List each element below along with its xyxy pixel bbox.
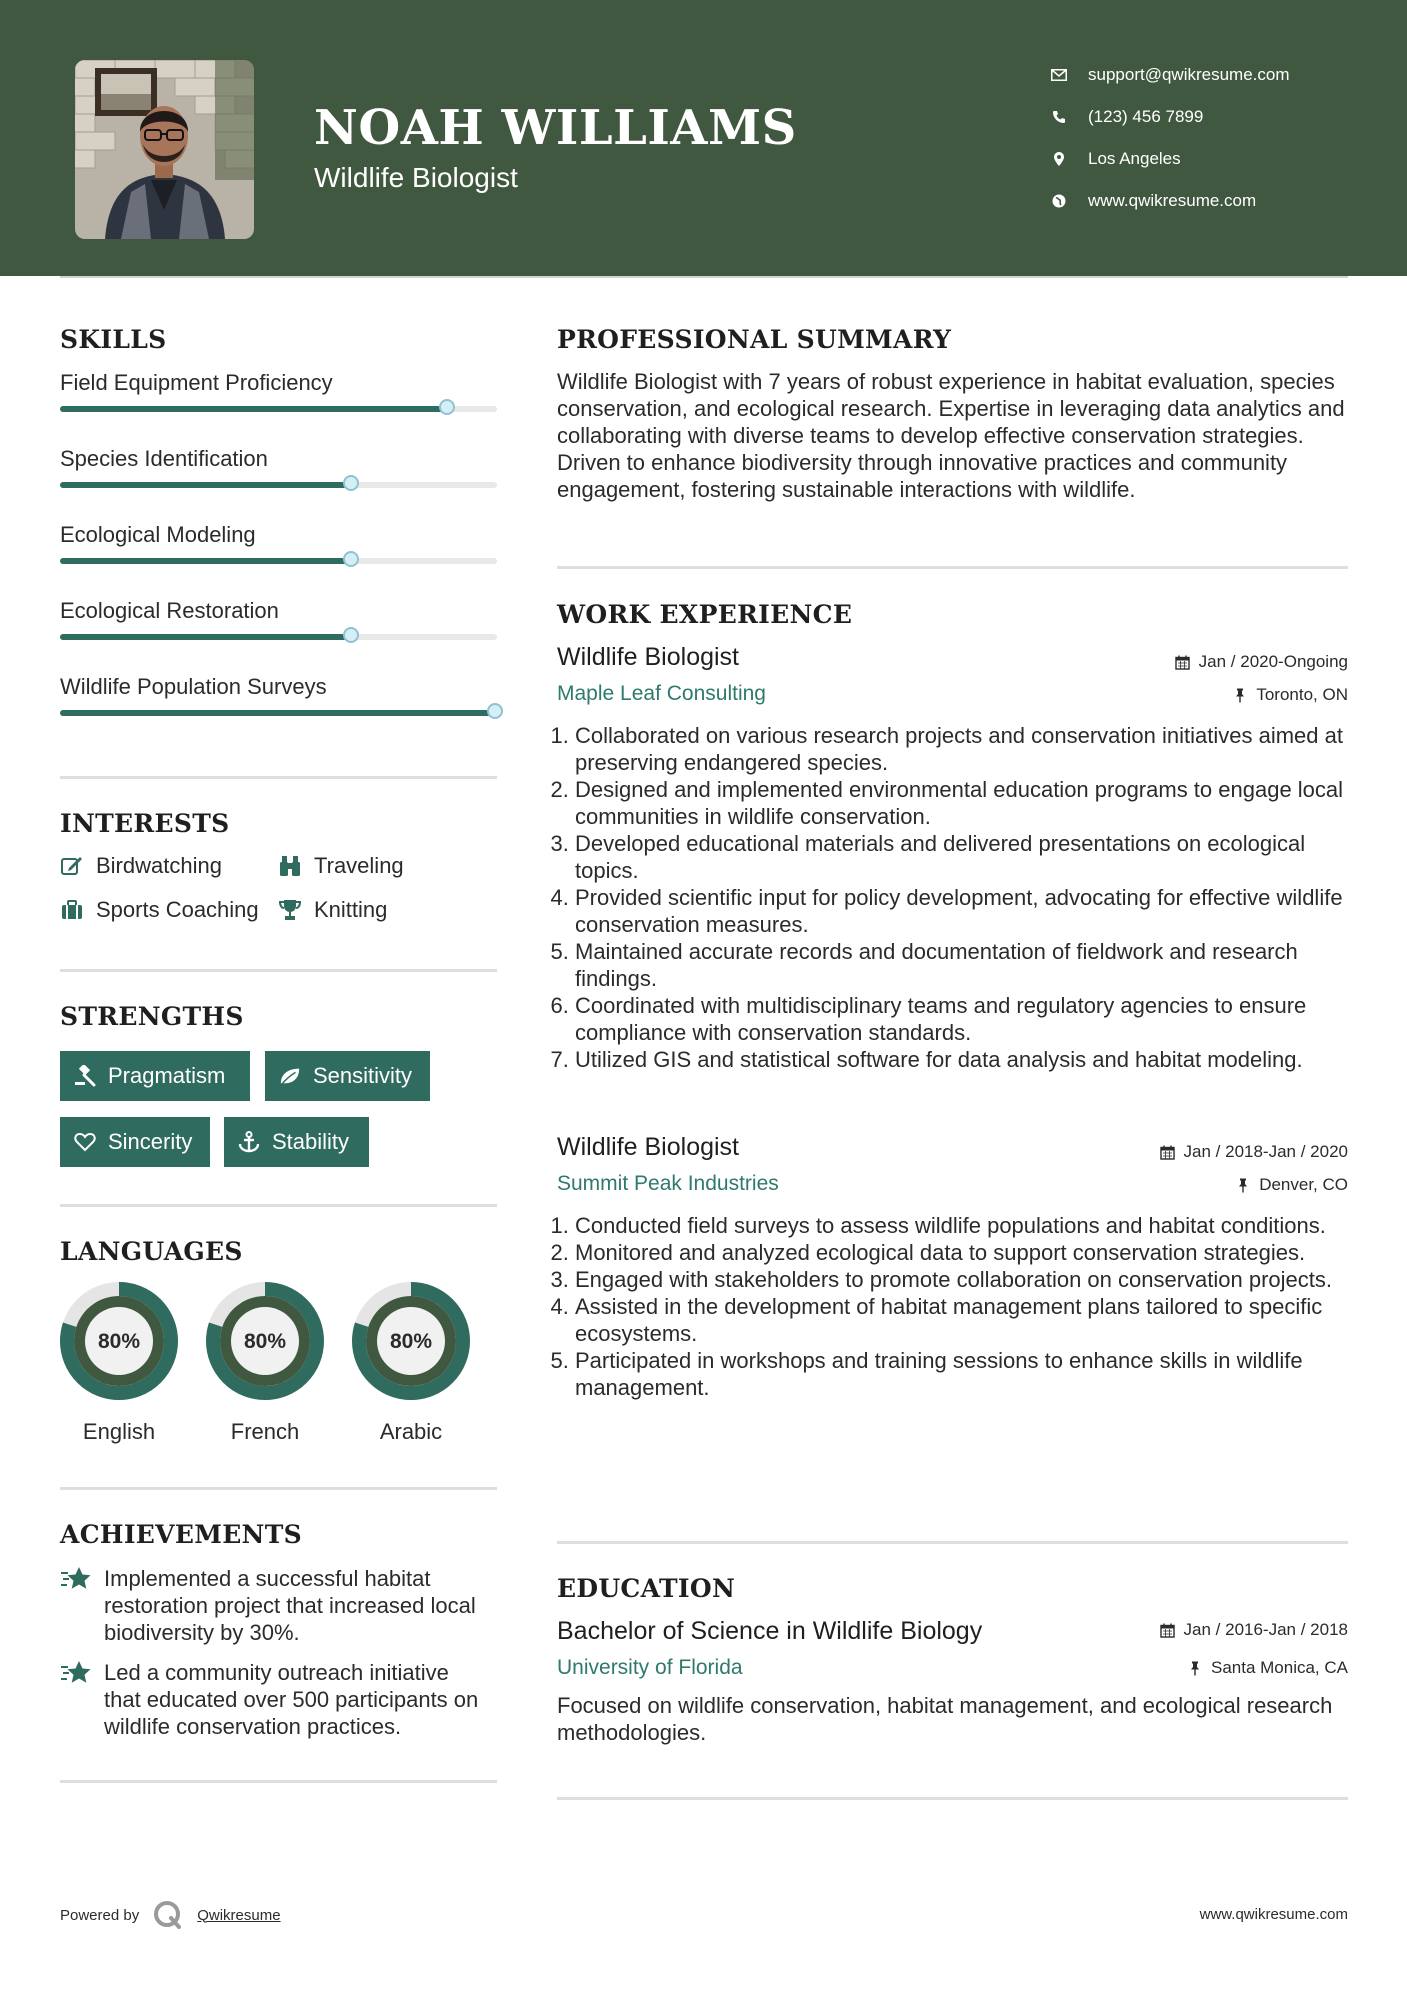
- interest-item: [60, 897, 259, 923]
- contact-location: [1050, 138, 1380, 180]
- skill-name: Wildlife Population Surveys: [60, 674, 327, 699]
- section-divider: [60, 1204, 497, 1207]
- skill-bar-track: [60, 482, 497, 488]
- calendar-icon: [1160, 1144, 1176, 1160]
- language-ring: [351, 1281, 471, 1401]
- job-bullet: 6. Coordinated with multidisciplinary teams and regulatory agencies to ensure compliance with conservation standards.: [575, 992, 1347, 1046]
- skill-item: [60, 446, 500, 472]
- calendar-icon: [1175, 654, 1191, 670]
- education-dates-text: Jan / 2016-Jan / 2018: [1183, 1620, 1348, 1639]
- globe-icon: [1050, 192, 1068, 210]
- interests-heading: INTERESTS: [60, 809, 230, 838]
- language-name: Arabic: [379, 1419, 443, 1444]
- job-bullet: 1. Collaborated on various research projects and conservation initiatives aimed at preserving endangered species.: [575, 722, 1347, 776]
- phone-icon: [1050, 108, 1068, 126]
- job-bullets: [557, 722, 1347, 1073]
- education-dates: [1160, 1620, 1348, 1640]
- qwikresume-link[interactable]: Qwikresume: [197, 1906, 281, 1924]
- summary-text: Wildlife Biologist with 7 years of robust experience in habitat evaluation, species conservation, and ecological research. Expertise in leveraging data analytics and collaborating with diverse teams to develop effective conservation strategies. Driven to enhance biodiversity through innovative practices and community engagement, fostering sustainable interactions with wildlife.: [557, 369, 1345, 502]
- contact-website[interactable]: [1050, 180, 1380, 222]
- skill-bar-knob: [487, 703, 503, 719]
- strength-tag: [224, 1117, 369, 1167]
- skill-bar-knob: [343, 627, 359, 643]
- job-location-text: Toronto, ON: [1256, 685, 1348, 704]
- pin-icon: [1187, 1660, 1203, 1676]
- achievements-heading: ACHIEVEMENTS: [60, 1520, 302, 1549]
- pin-icon: [1235, 1177, 1251, 1193]
- skill-name: Species Identification: [60, 446, 268, 471]
- job-dates-text: Jan / 2020-Ongoing: [1198, 652, 1348, 671]
- skill-item: [60, 598, 500, 624]
- section-divider: [60, 1780, 497, 1783]
- skill-bar-knob: [439, 399, 455, 415]
- strength-label: Sincerity: [108, 1129, 193, 1154]
- education-degree: Bachelor of Science in Wildlife Biology: [557, 1617, 983, 1645]
- strength-tag: [265, 1051, 430, 1101]
- contact-email-text: support@qwikresume.com: [1088, 65, 1290, 84]
- header-divider: [60, 276, 1348, 278]
- interest-label: Sports Coaching: [96, 897, 259, 922]
- job-company: Maple Leaf Consulting: [557, 682, 766, 705]
- language-name: French: [230, 1419, 300, 1444]
- location-pin-icon: [1050, 150, 1068, 168]
- trophy-icon: [278, 898, 302, 922]
- calendar-icon: [1160, 1622, 1176, 1638]
- gavel-icon: [74, 1065, 96, 1087]
- summary-heading: PROFESSIONAL SUMMARY: [557, 325, 952, 354]
- heart-icon: [74, 1131, 96, 1153]
- language-item: [351, 1281, 471, 1445]
- footer-website-link[interactable]: www.qwikresume.com: [1199, 1906, 1348, 1923]
- job-dates: [1160, 1142, 1348, 1162]
- candidate-name: NOAH WILLIAMS: [314, 100, 797, 156]
- skill-bar-fill: [60, 558, 353, 564]
- star-icon: [60, 1659, 92, 1687]
- strength-label: Sensitivity: [313, 1063, 413, 1088]
- skill-item: [60, 370, 500, 396]
- achievement-item: [60, 1659, 500, 1740]
- strength-tag: [60, 1051, 250, 1101]
- languages-heading: LANGUAGES: [60, 1237, 243, 1266]
- achievement-item: [60, 1565, 500, 1646]
- edit-icon: [60, 854, 84, 878]
- job-bullet: 7. Utilized GIS and statistical software for data analysis and habitat modeling.: [575, 1046, 1347, 1073]
- section-divider: [60, 969, 497, 972]
- skill-bar-fill: [60, 710, 497, 716]
- strength-tag: [60, 1117, 210, 1167]
- language-percent: 80%: [97, 1330, 141, 1353]
- job-bullet: 5. Maintained accurate records and documentation of fieldwork and research findings.: [575, 938, 1347, 992]
- powered-by-text: Powered by: [60, 1906, 140, 1924]
- strength-label: Pragmatism: [108, 1063, 226, 1088]
- job-role: Wildlife Biologist: [557, 643, 740, 671]
- briefcase-icon: [60, 898, 84, 922]
- section-divider: [60, 776, 497, 779]
- section-divider: [557, 1541, 1348, 1544]
- job-bullet: 3. Developed educational materials and delivered presentations on ecological topics.: [575, 830, 1347, 884]
- skill-bar-knob: [343, 475, 359, 491]
- job-dates-text: Jan / 2018-Jan / 2020: [1183, 1142, 1348, 1161]
- anchor-icon: [238, 1131, 260, 1153]
- job-dates: [1175, 652, 1348, 672]
- section-divider: [557, 566, 1348, 569]
- skill-bar-track: [60, 710, 497, 716]
- contact-list: [1050, 54, 1380, 222]
- language-ring: [205, 1281, 325, 1401]
- interest-item: [278, 897, 387, 923]
- resume-header: [0, 0, 1407, 276]
- interest-item: [278, 853, 404, 879]
- language-item: [205, 1281, 325, 1445]
- language-ring: [59, 1281, 179, 1401]
- pin-icon: [1232, 687, 1248, 703]
- job-bullet: 2. Monitored and analyzed ecological data to support conservation strategies.: [575, 1239, 1347, 1266]
- skills-heading: SKILLS: [60, 325, 167, 354]
- skill-bar-track: [60, 406, 497, 412]
- star-icon: [60, 1565, 92, 1593]
- qwikresume-logo-icon: [153, 1900, 183, 1930]
- skill-name: Ecological Modeling: [60, 522, 256, 547]
- skill-name: Field Equipment Proficiency: [60, 370, 333, 395]
- education-location: [1187, 1658, 1348, 1678]
- profile-photo: [75, 60, 254, 239]
- contact-phone[interactable]: [1050, 96, 1380, 138]
- contact-location-text: Los Angeles: [1088, 149, 1181, 168]
- skill-item: [60, 674, 500, 700]
- skill-bar-knob: [343, 551, 359, 567]
- language-percent: 80%: [243, 1330, 287, 1353]
- section-divider: [60, 1487, 497, 1490]
- contact-website-text: www.qwikresume.com: [1088, 191, 1257, 210]
- strengths-heading: STRENGTHS: [60, 1002, 244, 1031]
- footer-powered-by: [60, 1900, 281, 1930]
- achievement-text: Led a community outreach initiative that educated over 500 participants on wildlife conservation practices.: [104, 1660, 479, 1739]
- language-percent: 80%: [389, 1330, 433, 1353]
- job-location: [1232, 685, 1348, 705]
- job-bullet: 4. Assisted in the development of habitat management plans tailored to specific ecosystems.: [575, 1293, 1347, 1347]
- job-location-text: Denver, CO: [1259, 1175, 1348, 1194]
- candidate-title: Wildlife Biologist: [314, 162, 518, 193]
- job-bullet: 5. Participated in workshops and training sessions to enhance skills in wildlife management.: [575, 1347, 1347, 1401]
- interest-item: [60, 853, 222, 879]
- experience-heading: WORK EXPERIENCE: [557, 600, 853, 629]
- job-bullet: 3. Engaged with stakeholders to promote collaboration on conservation projects.: [575, 1266, 1347, 1293]
- skill-item: [60, 522, 500, 548]
- education-description: Focused on wildlife conservation, habitat management, and ecological research methodologies.: [557, 1693, 1333, 1745]
- skill-bar-track: [60, 634, 497, 640]
- achievement-text: Implemented a successful habitat restoration project that increased local biodiversity by 30%.: [104, 1566, 476, 1645]
- skill-bar-fill: [60, 482, 353, 488]
- contact-phone-text: (123) 456 7899: [1088, 107, 1204, 126]
- job-bullet: 2. Designed and implemented environmental education programs to engage local communities in wildlife conservation.: [575, 776, 1347, 830]
- skill-bar-track: [60, 558, 497, 564]
- strength-label: Stability: [272, 1129, 350, 1154]
- section-divider: [557, 1797, 1348, 1800]
- job-location: [1235, 1175, 1348, 1195]
- interest-label: Knitting: [314, 897, 388, 922]
- leaf-icon: [279, 1065, 301, 1087]
- interest-label: Birdwatching: [96, 853, 222, 878]
- job-bullet: 4. Provided scientific input for policy development, advocating for effective wildlife conservation measures.: [575, 884, 1347, 938]
- job-bullets: [557, 1212, 1347, 1401]
- job-company: Summit Peak Industries: [557, 1172, 779, 1195]
- education-heading: EDUCATION: [557, 1574, 736, 1603]
- education-school: University of Florida: [557, 1656, 743, 1679]
- language-name: English: [82, 1419, 156, 1444]
- language-item: [59, 1281, 179, 1445]
- contact-email[interactable]: [1050, 54, 1380, 96]
- skill-bar-fill: [60, 406, 449, 412]
- education-location-text: Santa Monica, CA: [1210, 1658, 1348, 1677]
- job-bullet: 1. Conducted field surveys to assess wildlife populations and habitat conditions.: [575, 1212, 1347, 1239]
- job-role: Wildlife Biologist: [557, 1133, 740, 1161]
- skill-name: Ecological Restoration: [60, 598, 279, 623]
- binoculars-icon: [278, 854, 302, 878]
- skill-bar-fill: [60, 634, 353, 640]
- envelope-icon: [1050, 66, 1068, 84]
- interest-label: Traveling: [314, 853, 404, 878]
